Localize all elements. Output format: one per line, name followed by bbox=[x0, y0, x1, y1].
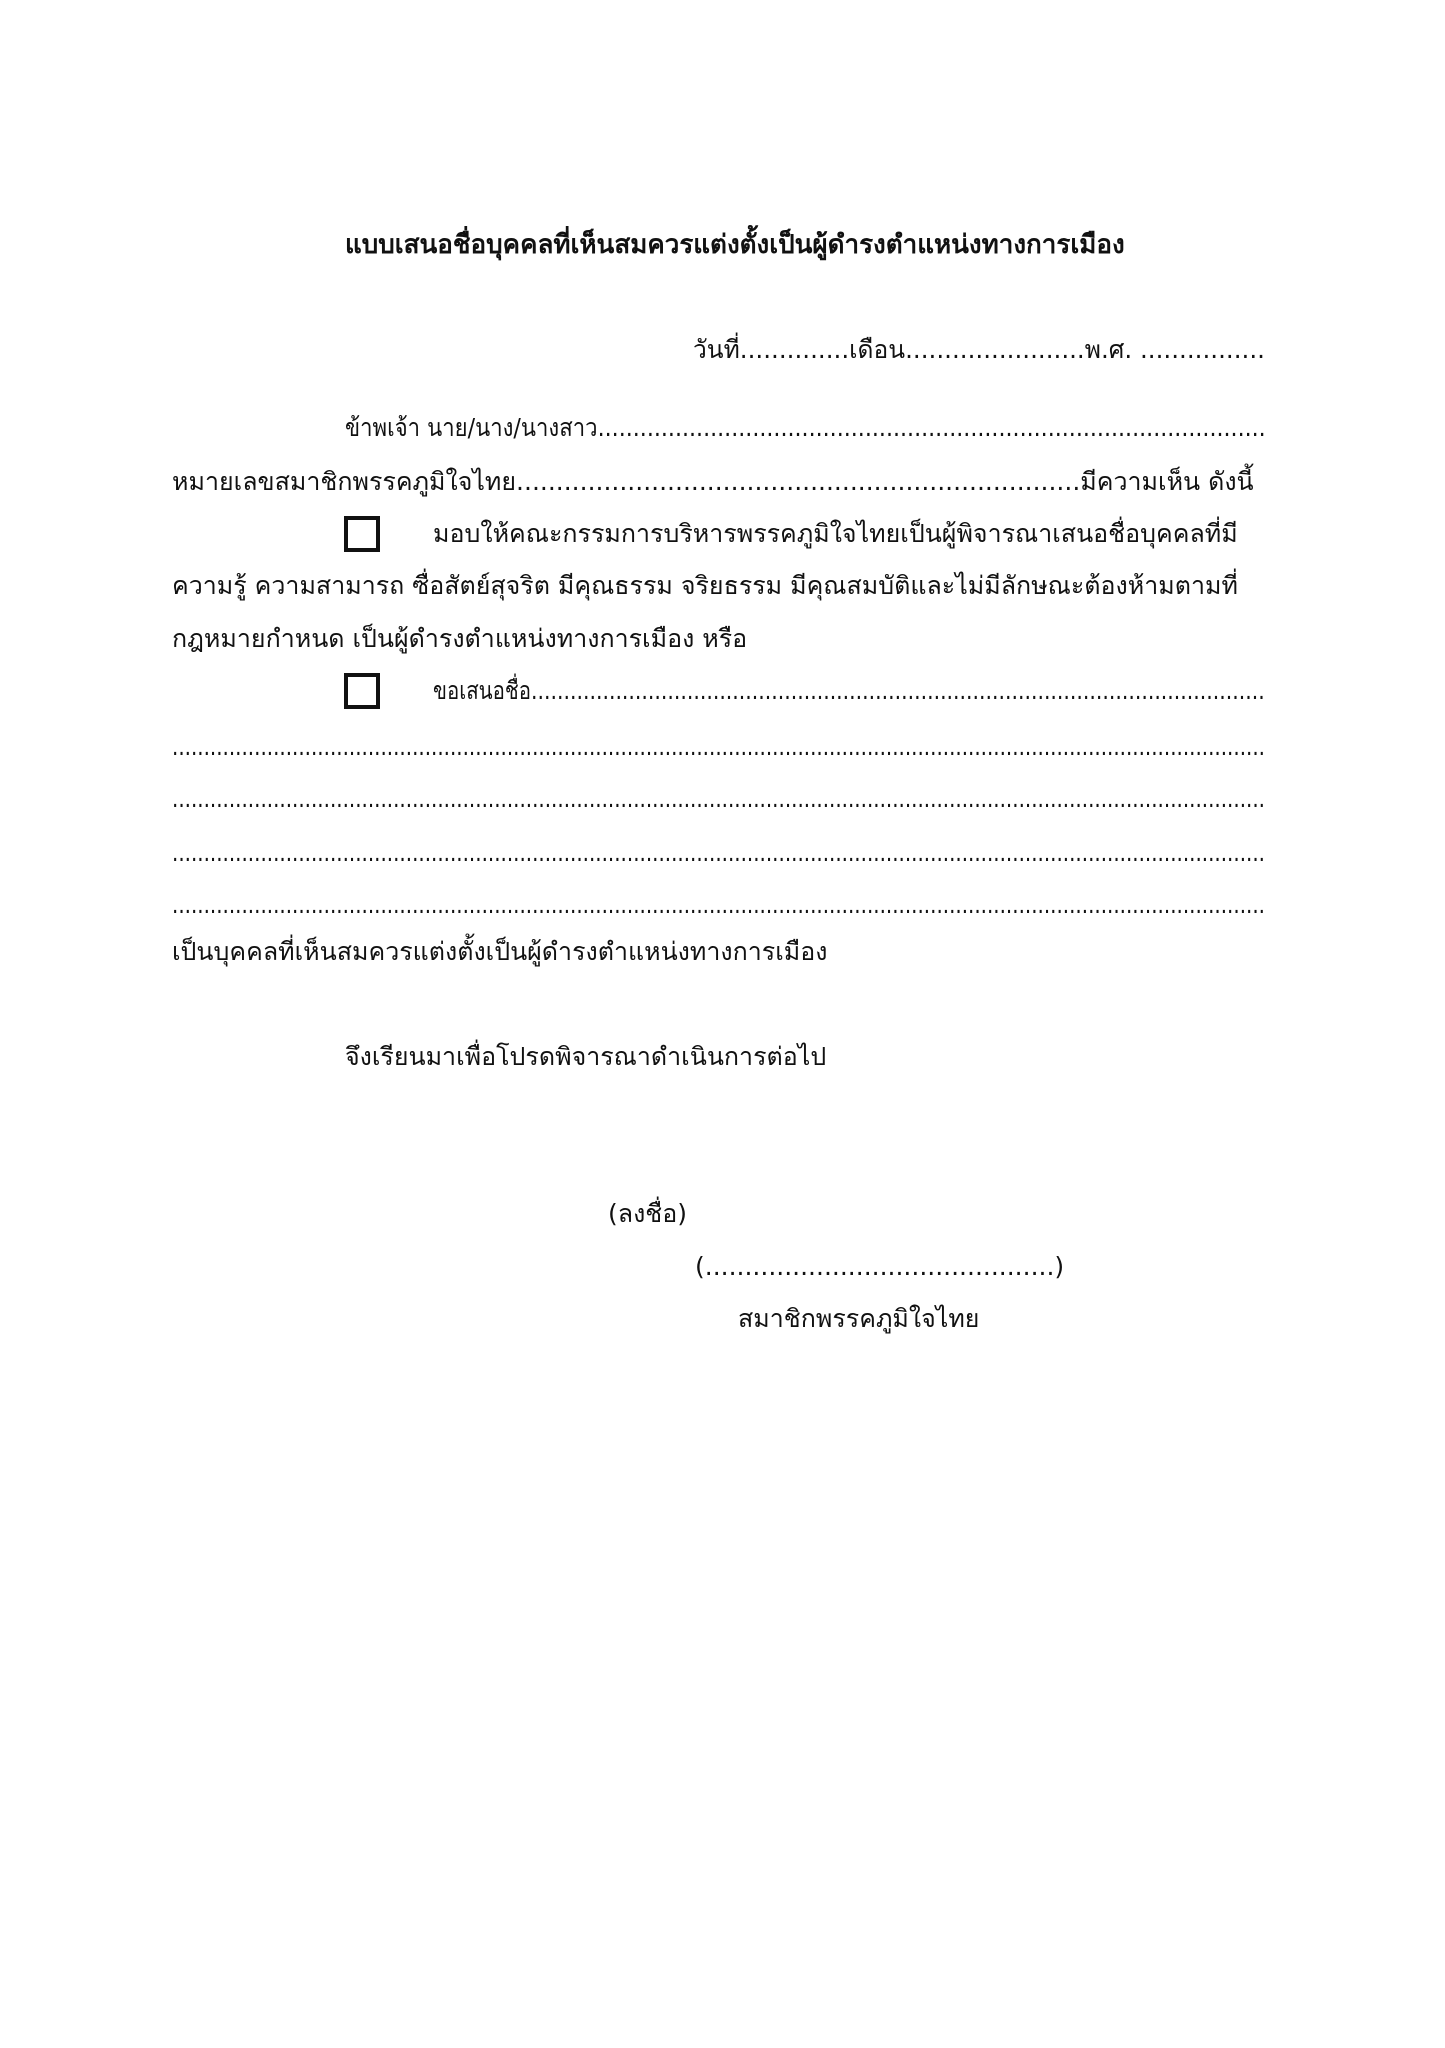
blank-line: ............................................................................................................................................................................. bbox=[172, 890, 1265, 919]
declarant-line: ข้าพเจ้า นาย/นาง/นางสาว............................................................................................... bbox=[345, 413, 1266, 442]
option-delegate-text-1: มอบให้คณะกรรมการบริหารพรรคภูมิใจไทยเป็นผู้พิจารณาเสนอชื่อบุคคลที่มี bbox=[433, 519, 1238, 548]
blank-line: ............................................................................................................................................................................. bbox=[172, 784, 1265, 813]
form-title: แบบเสนอชื่อบุคคลที่เห็นสมควรแต่งตั้งเป็นผู้ดำรงตำแหน่งทางการเมือง bbox=[345, 230, 1125, 260]
blank-line: ............................................................................................................................................................................. bbox=[172, 838, 1265, 867]
option-delegate-text-3: กฎหมายกำหนด เป็นผู้ดำรงตำแหน่งทางการเมือง หรือ bbox=[172, 624, 748, 653]
closing-line: เป็นบุคคลที่เห็นสมควรแต่งตั้งเป็นผู้ดำรงตำแหน่งทางการเมือง bbox=[172, 937, 828, 966]
option-nominate-checkbox[interactable] bbox=[344, 673, 380, 709]
option-delegate-text-2: ความรู้ ความสามารถ ซื่อสัตย์สุจริต มีคุณธรรม จริยธรรม มีคุณสมบัติและไม่มีลักษณะต้องห้ามตามที่ bbox=[172, 571, 1238, 600]
signature-name-line: (............................................) bbox=[695, 1252, 1065, 1281]
option-delegate-checkbox[interactable] bbox=[344, 516, 380, 552]
request-line: จึงเรียนมาเพื่อโปรดพิจารณาดำเนินการต่อไป bbox=[345, 1042, 827, 1071]
date-line: วันที่..............เดือน.......................พ.ศ. ................ bbox=[693, 335, 1265, 364]
signature-label: (ลงชื่อ) bbox=[608, 1199, 688, 1228]
signature-role: สมาชิกพรรคภูมิใจไทย bbox=[738, 1304, 980, 1333]
option-nominate-text: ขอเสนอชื่อ................................................................................................................. bbox=[433, 676, 1265, 705]
member-number-line: หมายเลขสมาชิกพรรคภูมิใจไทย.......................................................................มีความเห็น ดังนี้ bbox=[172, 467, 1254, 496]
blank-line: ............................................................................................................................................................................. bbox=[172, 732, 1265, 761]
